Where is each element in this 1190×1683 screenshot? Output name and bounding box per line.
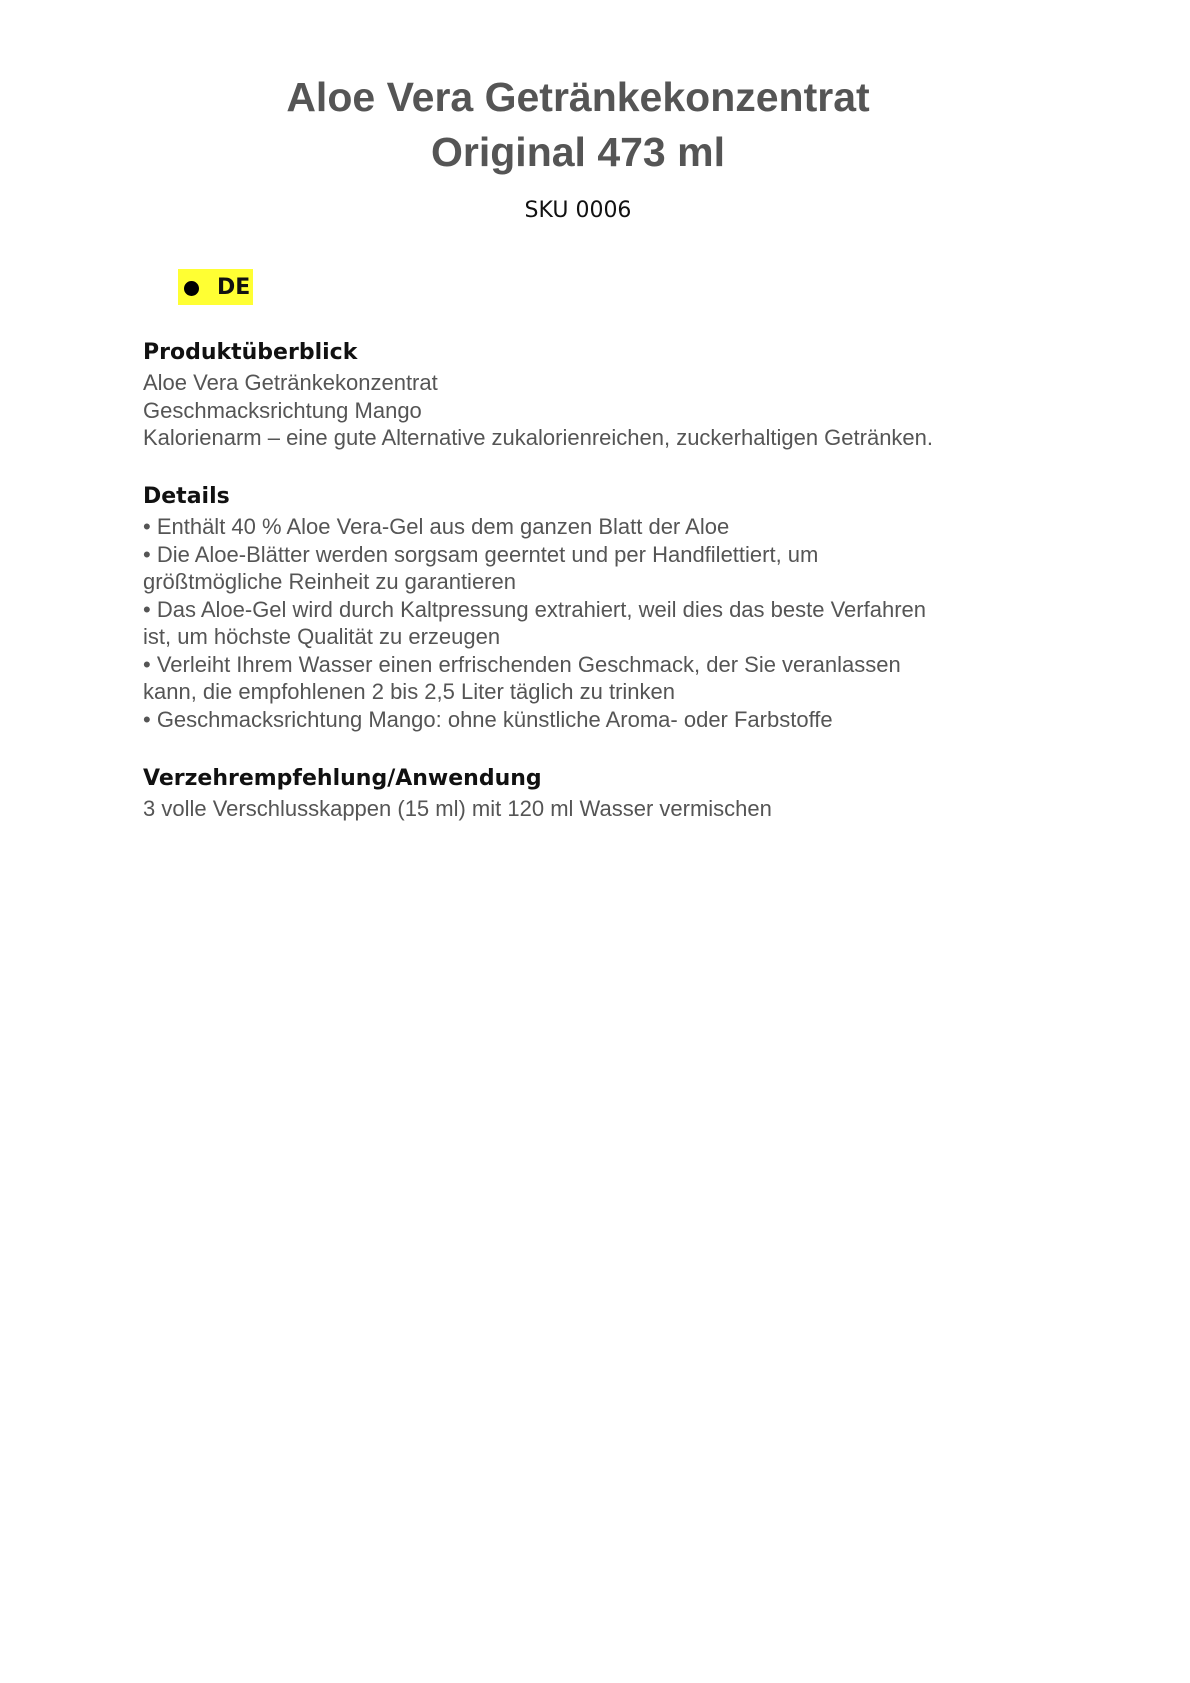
details-line: • Verleiht Ihrem Wasser einen erfrischenden Geschmack, der Sie veranlassen [143,651,901,677]
language-badge [178,269,253,305]
product-title [143,70,1013,180]
usage-section [143,762,1043,823]
product-title-line-1: Aloe Vera Getränkekonzentrat [286,74,870,120]
usage-line: 3 volle Verschlusskappen (15 ml) mit 120 ml Wasser vermischen [143,796,772,821]
product-title-line-2: Original 473 ml [431,129,725,175]
overview-line: Geschmacksrichtung Mango [143,397,422,423]
details-line: • Die Aloe-Blätter werden sorgsam geerntet und per Handfilettiert, um [143,541,819,567]
details-line: ist, um höchste Qualität zu erzeugen [143,624,501,649]
usage-heading: Verzehrempfehlung/Anwendung [143,766,542,791]
details-line: • Enthält 40 % Aloe Vera-Gel aus dem ganzen Blatt der Aloe [143,514,730,539]
overview-line: Aloe Vera Getränkekonzentrat [143,370,438,395]
details-line: • Das Aloe-Gel wird durch Kaltpressung extrahiert, weil dies das beste Verfahren [143,596,926,622]
overview-body [143,369,1043,452]
details-line: • Geschmacksrichtung Mango: ohne künstliche Aroma- oder Farbstoffe [143,706,833,732]
details-section [143,480,1043,733]
bullet-dot-icon [184,281,199,296]
details-heading: Details [143,484,230,509]
details-body [143,513,1043,733]
usage-body [143,795,1043,823]
overview-line: Kalorienarm – eine gute Alternative zukalorienreichen, zuckerhaltigen Getränken. [143,425,934,450]
overview-section [143,336,1043,452]
details-line: kann, die empfohlenen 2 bis 2,5 Liter täglich zu trinken [143,679,675,704]
sku-label: SKU 0006 [524,198,632,223]
language-label: DE [217,274,251,300]
details-line: größtmögliche Reinheit zu garantieren [143,569,516,594]
overview-heading: Produktüberblick [143,340,358,365]
